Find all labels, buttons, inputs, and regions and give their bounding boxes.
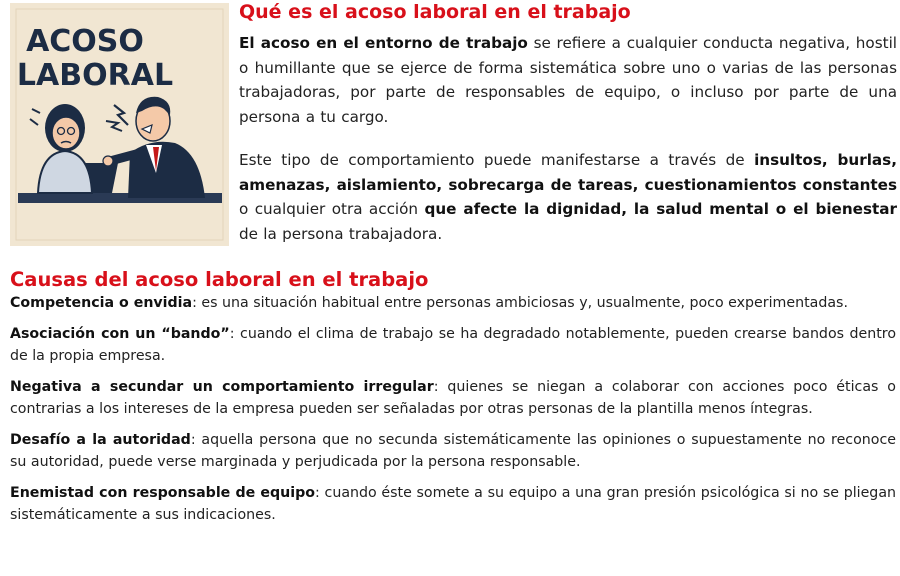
illustration-title-line1: ACOSO bbox=[26, 24, 144, 59]
cause-label: Competencia o envidia bbox=[10, 295, 193, 311]
causes-title: Causas del acoso laboral en el trabajo bbox=[10, 268, 429, 291]
cause-text: : aquella persona que no secunda sistemáticamente las opiniones o supuestamente no reconoce su autoridad, puede verse marginada y perjudicada por la persona responsable. bbox=[10, 432, 896, 470]
cause-label: Enemistad con responsable de equipo bbox=[10, 485, 316, 501]
definition-text: se refiere a cualquier conducta negativa, hostil o humillante que se ejerce de forma sistemática sobre uno o varias de las personas trabajadoras, por parte de responsables de equipo, o incluso por parte de una persona a tu cargo. bbox=[239, 34, 898, 126]
cause-text: : cuando el clima de trabajo se ha degradado notablemente, pueden crearse bandos dentro de la propia empresa. bbox=[10, 326, 897, 364]
definition-bold: El acoso en el entorno de trabajo bbox=[239, 34, 528, 52]
workplace-harassment-illustration bbox=[10, 3, 229, 246]
cause-text: : quienes se niegan a colaborar con acciones poco éticas o contrarias a los intereses de la empresa pueden ser señaladas por otras personas de la plantilla menos íntegras. bbox=[10, 379, 896, 417]
illustration-title-line2: LABORAL bbox=[16, 58, 174, 93]
cause-label: Desafío a la autoridad bbox=[10, 432, 191, 448]
cause-item bbox=[10, 482, 896, 526]
definition-paragraph bbox=[239, 31, 897, 129]
illustration-svg bbox=[10, 3, 229, 246]
cause-item bbox=[10, 323, 896, 367]
cause-label: Negativa a secundar un comportamiento irregular bbox=[10, 379, 434, 395]
definition-section bbox=[239, 0, 897, 246]
manifestations-text-3: de la persona trabajadora. bbox=[239, 224, 443, 243]
manifestations-paragraph bbox=[239, 148, 897, 246]
cause-label: Asociación con un “bando” bbox=[10, 326, 230, 342]
cause-text: : cuando éste somete a su equipo a una gran presión psicológica si no se pliegan sistemáticamente a sus indicaciones. bbox=[10, 485, 896, 523]
causes-section bbox=[10, 268, 896, 526]
definition-title: Qué es el acoso laboral en el trabajo bbox=[239, 1, 631, 23]
cause-text: : es una situación habitual entre personas ambiciosas y, usualmente, poco experimentadas. bbox=[192, 295, 848, 311]
cause-item bbox=[10, 429, 896, 473]
cause-item bbox=[10, 376, 896, 420]
cause-item bbox=[10, 292, 896, 314]
manifestations-text-1: Este tipo de comportamiento puede manifestarse a través de bbox=[239, 151, 755, 169]
manifestations-bold-1: insultos, burlas, amenazas, aislamiento, sobrecarga de tareas, cuestionamientos constantes bbox=[239, 151, 897, 194]
manifestations-text-2: o cualquier otra acción bbox=[239, 200, 425, 218]
manifestations-bold-2: que afecte la dignidad, la salud mental o el bienestar bbox=[424, 200, 898, 218]
